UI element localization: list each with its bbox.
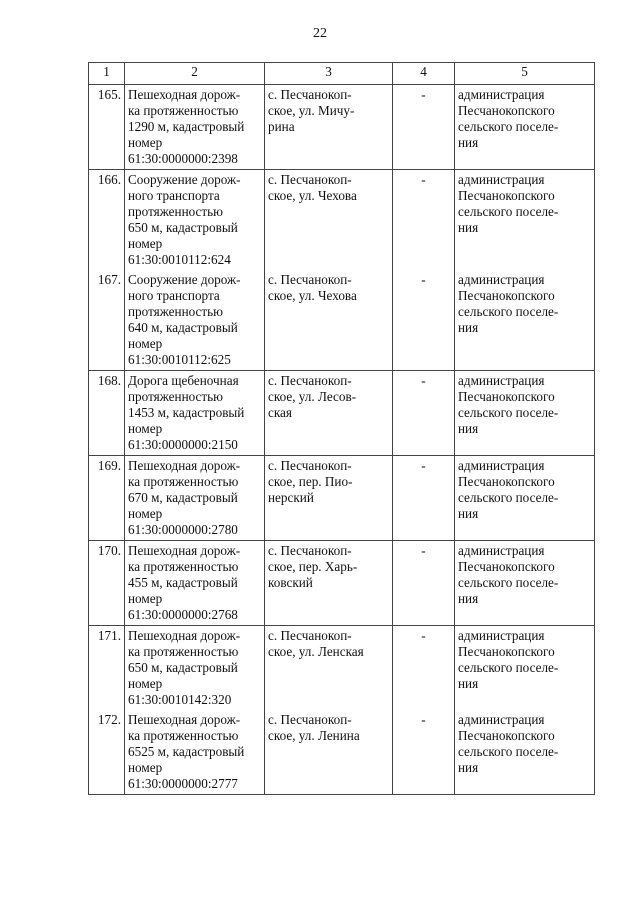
- owner-name-line: ния: [458, 135, 479, 150]
- object-description-line: Пешеходная дорож-: [128, 628, 241, 643]
- owner-name-line: ния: [458, 591, 479, 606]
- header-col-2: 2: [125, 63, 265, 85]
- object-address-line: с. Песчанокоп-: [268, 373, 352, 388]
- object-address-line: ское, пер. Харь-: [268, 559, 358, 574]
- object-description-line: номер: [128, 135, 163, 150]
- object-address: [265, 626, 393, 711]
- row-number: 169.: [89, 456, 125, 541]
- object-address-line: ское, пер. Пио-: [268, 474, 353, 489]
- object-address: [265, 371, 393, 456]
- object-description-line: 61:30:0010112:625: [128, 352, 231, 367]
- table-row: [89, 170, 595, 271]
- owner-name: [455, 85, 595, 170]
- object-address-line: с. Песчанокоп-: [268, 272, 352, 287]
- object-description-line: 1290 м, кадастровый: [128, 119, 245, 134]
- column-4-value: -: [393, 371, 455, 456]
- owner-name-line: Песчанокопского: [458, 644, 555, 659]
- object-address-line: ское, ул. Чехова: [268, 188, 357, 203]
- object-description-line: Пешеходная дорож-: [128, 87, 241, 102]
- header-col-3: 3: [265, 63, 393, 85]
- owner-name-line: сельского поселе-: [458, 660, 559, 675]
- object-description-line: 61:30:0000000:2780: [128, 522, 238, 537]
- owner-name-line: администрация: [458, 543, 545, 558]
- object-address-line: ское, ул. Мичу-: [268, 103, 355, 118]
- object-description-line: протяженностью: [128, 389, 224, 404]
- object-description-line: номер: [128, 676, 163, 691]
- owner-name-line: Песчанокопского: [458, 103, 555, 118]
- object-description-line: 61:30:0000000:2768: [128, 607, 238, 622]
- object-description-line: номер: [128, 336, 163, 351]
- owner-name-line: администрация: [458, 172, 545, 187]
- table-row: [89, 710, 595, 795]
- object-address-line: ковский: [268, 575, 313, 590]
- object-address: [265, 456, 393, 541]
- owner-name-line: ния: [458, 320, 479, 335]
- owner-name-line: Песчанокопского: [458, 474, 555, 489]
- object-address: [265, 85, 393, 170]
- object-description: [125, 170, 265, 271]
- object-description-line: 650 м, кадастровый: [128, 220, 238, 235]
- object-description: [125, 626, 265, 711]
- row-number: 168.: [89, 371, 125, 456]
- table-header-row: [89, 63, 595, 85]
- row-number: 166.: [89, 170, 125, 271]
- object-description-line: Дорога щебеночная: [128, 373, 239, 388]
- object-description-line: ного транспорта: [128, 188, 220, 203]
- owner-name: [455, 456, 595, 541]
- object-address-line: с. Песчанокоп-: [268, 543, 352, 558]
- column-4-value: -: [393, 270, 455, 371]
- owner-name-line: сельского поселе-: [458, 119, 559, 134]
- owner-name-line: сельского поселе-: [458, 575, 559, 590]
- row-number: 167.: [89, 270, 125, 371]
- object-description-line: номер: [128, 236, 163, 251]
- owner-name: [455, 270, 595, 371]
- object-address: [265, 541, 393, 626]
- object-description: [125, 541, 265, 626]
- object-description-line: 61:30:0000000:2777: [128, 776, 238, 791]
- owner-name: [455, 371, 595, 456]
- object-address: [265, 170, 393, 271]
- object-description: [125, 456, 265, 541]
- object-description-line: 1453 м, кадастровый: [128, 405, 245, 420]
- owner-name-line: ния: [458, 421, 479, 436]
- owner-name-line: ния: [458, 220, 479, 235]
- object-description-line: протяженностью: [128, 204, 224, 219]
- object-description-line: Пешеходная дорож-: [128, 543, 241, 558]
- owner-name-line: сельского поселе-: [458, 304, 559, 319]
- owner-name-line: сельского поселе-: [458, 204, 559, 219]
- object-address-line: ская: [268, 405, 292, 420]
- table-row: [89, 270, 595, 371]
- header-col-1: 1: [89, 63, 125, 85]
- header-col-5: 5: [455, 63, 595, 85]
- registry-table: [88, 62, 595, 795]
- object-description-line: 670 м, кадастровый: [128, 490, 238, 505]
- column-4-value: -: [393, 710, 455, 795]
- owner-name-line: администрация: [458, 712, 545, 727]
- object-description-line: протяженностью: [128, 304, 224, 319]
- object-description-line: Сооружение дорож-: [128, 172, 241, 187]
- object-address-line: рина: [268, 119, 295, 134]
- owner-name-line: администрация: [458, 458, 545, 473]
- table-row: [89, 541, 595, 626]
- object-address-line: нерский: [268, 490, 314, 505]
- object-description: [125, 270, 265, 371]
- owner-name-line: администрация: [458, 628, 545, 643]
- object-description-line: номер: [128, 591, 163, 606]
- object-address-line: ское, ул. Чехова: [268, 288, 357, 303]
- object-address: [265, 710, 393, 795]
- object-description-line: Пешеходная дорож-: [128, 458, 241, 473]
- owner-name-line: сельского поселе-: [458, 405, 559, 420]
- owner-name: [455, 170, 595, 271]
- row-number: 170.: [89, 541, 125, 626]
- header-col-4: 4: [393, 63, 455, 85]
- owner-name-line: ния: [458, 506, 479, 521]
- owner-name: [455, 541, 595, 626]
- row-number: 171.: [89, 626, 125, 711]
- object-description-line: 61:30:0000000:2150: [128, 437, 238, 452]
- row-number: 172.: [89, 710, 125, 795]
- column-4-value: -: [393, 626, 455, 711]
- object-address-line: с. Песчанокоп-: [268, 458, 352, 473]
- owner-name-line: ния: [458, 760, 479, 775]
- table-body: [89, 85, 595, 795]
- object-address: [265, 270, 393, 371]
- table-row: [89, 85, 595, 170]
- owner-name-line: Песчанокопского: [458, 188, 555, 203]
- object-description: [125, 710, 265, 795]
- page-number: 22: [313, 26, 327, 41]
- object-address-line: ское, ул. Ленская: [268, 644, 364, 659]
- object-description-line: ка протяженностью: [128, 728, 239, 743]
- object-description-line: ка протяженностью: [128, 559, 239, 574]
- owner-name-line: администрация: [458, 373, 545, 388]
- object-description-line: 61:30:0010142:320: [128, 692, 232, 707]
- object-description-line: 650 м, кадастровый: [128, 660, 238, 675]
- owner-name-line: Песчанокопского: [458, 728, 555, 743]
- table-row: [89, 456, 595, 541]
- object-description-line: 455 м, кадастровый: [128, 575, 238, 590]
- object-description: [125, 85, 265, 170]
- column-4-value: -: [393, 170, 455, 271]
- object-description-line: Пешеходная дорож-: [128, 712, 241, 727]
- object-address-line: ское, ул. Ленина: [268, 728, 360, 743]
- object-description-line: ка протяженностью: [128, 103, 239, 118]
- object-description-line: 6525 м, кадастровый: [128, 744, 245, 759]
- owner-name-line: ния: [458, 676, 479, 691]
- object-address-line: ское, ул. Лесов-: [268, 389, 357, 404]
- object-description-line: 640 м, кадастровый: [128, 320, 238, 335]
- owner-name-line: Песчанокопского: [458, 389, 555, 404]
- owner-name-line: сельского поселе-: [458, 744, 559, 759]
- owner-name-line: Песчанокопского: [458, 288, 555, 303]
- object-description-line: Сооружение дорож-: [128, 272, 241, 287]
- table-row: [89, 626, 595, 711]
- object-description-line: номер: [128, 760, 163, 775]
- owner-name: [455, 626, 595, 711]
- object-description-line: 61:30:0000000:2398: [128, 151, 238, 166]
- object-address-line: с. Песчанокоп-: [268, 87, 352, 102]
- table-row: [89, 371, 595, 456]
- object-description-line: ка протяженностью: [128, 474, 239, 489]
- object-address-line: с. Песчанокоп-: [268, 628, 352, 643]
- object-description-line: номер: [128, 506, 163, 521]
- owner-name-line: Песчанокопского: [458, 559, 555, 574]
- owner-name-line: администрация: [458, 272, 545, 287]
- object-address-line: с. Песчанокоп-: [268, 712, 352, 727]
- object-description-line: 61:30:0010112:624: [128, 252, 231, 267]
- column-4-value: -: [393, 541, 455, 626]
- object-description: [125, 371, 265, 456]
- owner-name: [455, 710, 595, 795]
- object-address-line: с. Песчанокоп-: [268, 172, 352, 187]
- object-description-line: номер: [128, 421, 163, 436]
- column-4-value: -: [393, 456, 455, 541]
- owner-name-line: сельского поселе-: [458, 490, 559, 505]
- object-description-line: ка протяженностью: [128, 644, 239, 659]
- owner-name-line: администрация: [458, 87, 545, 102]
- object-description-line: ного транспорта: [128, 288, 220, 303]
- row-number: 165.: [89, 85, 125, 170]
- column-4-value: -: [393, 85, 455, 170]
